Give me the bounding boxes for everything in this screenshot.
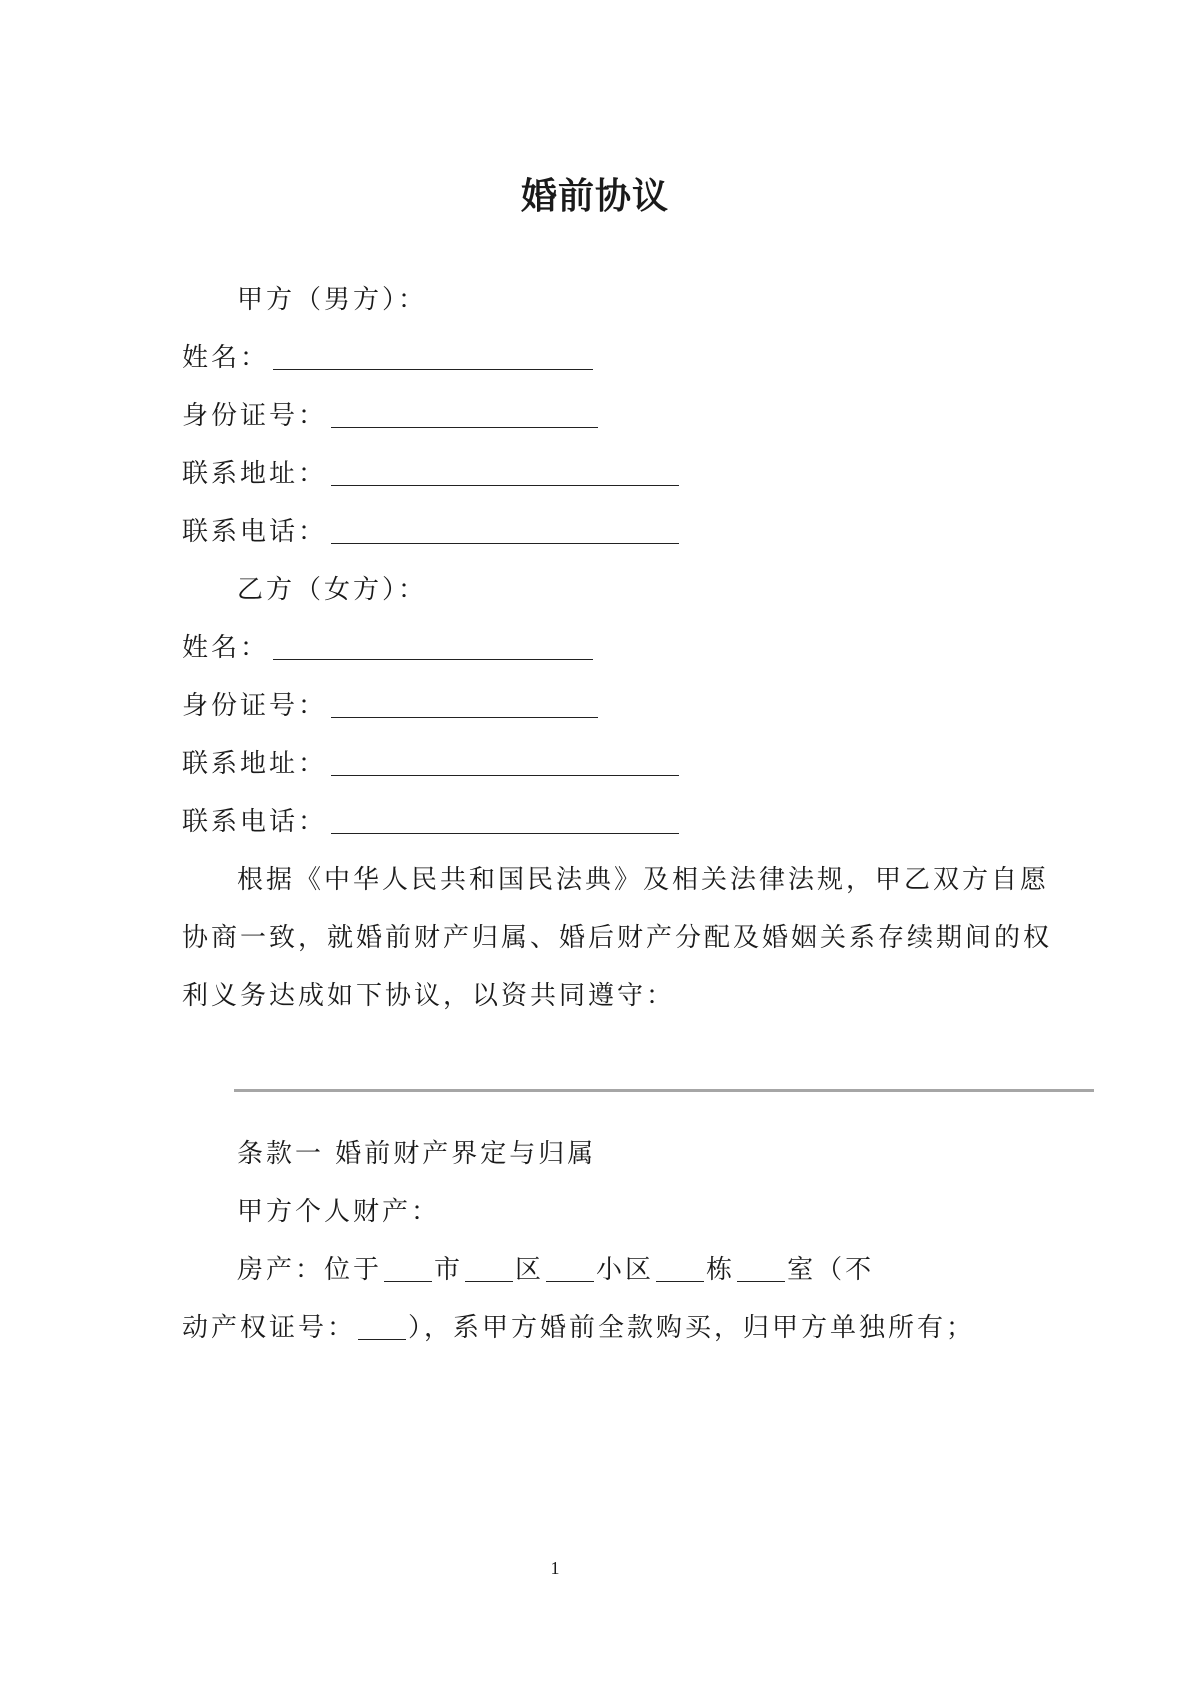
community-label: 小区 xyxy=(596,1255,655,1285)
party-a-address-label: 联系地址： xyxy=(182,459,328,489)
party-a-phone-blank[interactable] xyxy=(331,517,679,544)
building-label: 栋 xyxy=(706,1255,736,1285)
preamble-line-3: 利义务达成如下协议，以资共同遵守： xyxy=(182,981,676,1011)
property-line-1 xyxy=(237,1252,874,1288)
property-line-2 xyxy=(182,1310,975,1346)
party-a-address-row xyxy=(182,456,679,492)
room-blank[interactable] xyxy=(737,1255,785,1282)
party-a-id-blank[interactable] xyxy=(331,401,598,428)
party-b-phone-row xyxy=(182,804,679,840)
room-label: 室（不 xyxy=(787,1255,875,1285)
party-b-heading: 乙方（女方）： xyxy=(237,575,428,605)
preamble-line-1: 根据《中华人民共和国民法典》及相关法律法规，甲乙双方自愿 xyxy=(237,865,1050,895)
party-a-phone-label: 联系电话： xyxy=(182,517,328,547)
party-a-id-row xyxy=(182,398,598,434)
party-a-id-label: 身份证号： xyxy=(182,401,328,431)
district-label: 区 xyxy=(515,1255,545,1285)
clause-1-subheading: 甲方个人财产： xyxy=(237,1197,441,1227)
city-label: 市 xyxy=(434,1255,464,1285)
preamble-line-2: 协商一致，就婚前财产归属、婚后财产分配及婚姻关系存续期间的权 xyxy=(182,923,1053,953)
party-b-id-blank[interactable] xyxy=(331,691,598,718)
party-a-name-label: 姓名： xyxy=(182,343,270,373)
section-divider xyxy=(234,1089,1094,1092)
party-b-name-blank[interactable] xyxy=(273,633,593,660)
party-a-name-blank[interactable] xyxy=(273,343,593,370)
party-b-address-blank[interactable] xyxy=(331,749,679,776)
certificate-number-blank[interactable] xyxy=(358,1313,406,1340)
party-b-id-label: 身份证号： xyxy=(182,691,328,721)
party-a-phone-row xyxy=(182,514,679,550)
building-blank[interactable] xyxy=(656,1255,704,1282)
party-b-address-label: 联系地址： xyxy=(182,749,328,779)
community-blank[interactable] xyxy=(546,1255,594,1282)
certificate-number-label: 动产权证号： xyxy=(182,1313,357,1343)
party-b-name-label: 姓名： xyxy=(182,633,270,663)
party-a-address-blank[interactable] xyxy=(331,459,679,486)
clause-1-heading: 条款一 婚前财产界定与归属 xyxy=(237,1139,597,1169)
party-b-phone-label: 联系电话： xyxy=(182,807,328,837)
property-location-label: 房产：位于 xyxy=(237,1255,383,1285)
district-blank[interactable] xyxy=(465,1255,513,1282)
property-ownership-text: ），系甲方婚前全款购买，归甲方单独所有； xyxy=(408,1313,976,1343)
document-title: 婚前协议 xyxy=(520,175,669,217)
party-b-name-row xyxy=(182,630,593,666)
city-blank[interactable] xyxy=(384,1255,432,1282)
party-b-address-row xyxy=(182,746,679,782)
party-a-heading: 甲方（男方）： xyxy=(237,285,428,315)
party-b-id-row xyxy=(182,688,598,724)
party-b-phone-blank[interactable] xyxy=(331,807,679,834)
page-number: 1 xyxy=(550,1558,560,1578)
party-a-name-row xyxy=(182,340,593,376)
